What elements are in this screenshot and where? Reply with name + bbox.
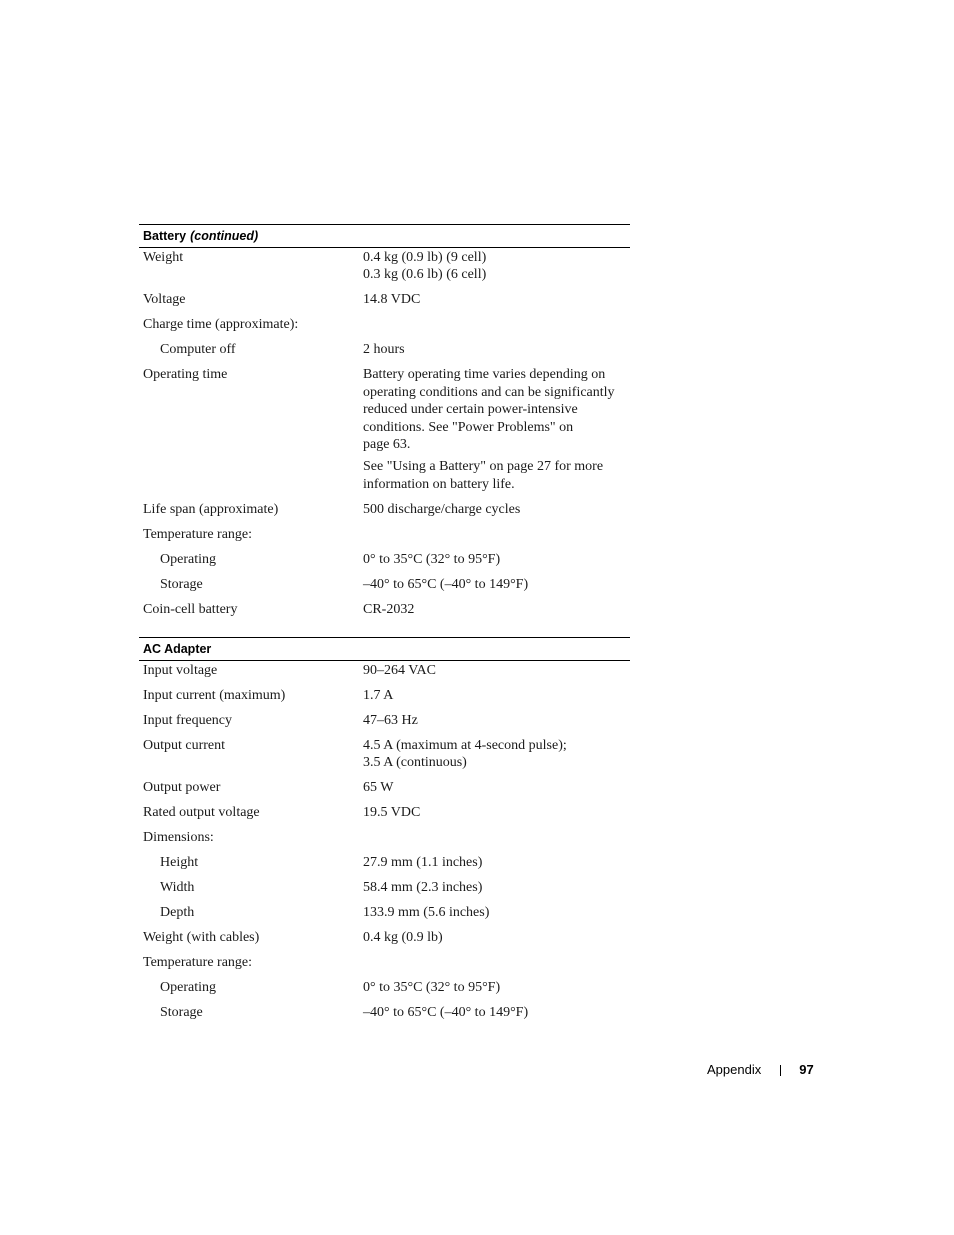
ac-adapter-section-header	[139, 637, 630, 661]
spec-row-charge-time	[139, 316, 630, 333]
spec-value-line: Battery operating time varies depending on	[363, 367, 606, 383]
spec-row-storage	[139, 1004, 630, 1021]
spec-row-depth	[139, 904, 630, 921]
spec-row-output-current	[139, 737, 630, 772]
spec-value: 14.8 VDC	[363, 292, 421, 308]
spec-label: Weight (with cables)	[143, 930, 260, 946]
spec-label: Input voltage	[143, 663, 218, 678]
spec-row-operating-time	[139, 366, 630, 493]
spec-row-input-current	[139, 687, 630, 704]
spec-value-line: 3.5 A (continuous)	[363, 755, 467, 771]
spec-value-line: 0.3 kg (0.6 lb) (6 cell)	[363, 267, 487, 283]
spec-label: Computer off	[160, 342, 236, 358]
footer-separator	[780, 1065, 781, 1076]
spec-label: Rated output voltage	[143, 805, 260, 821]
page-number: 97	[799, 1062, 814, 1077]
spec-row-weight	[139, 249, 630, 284]
spec-label: Operating	[160, 980, 216, 996]
spec-row-operating	[139, 551, 630, 568]
spec-label: Temperature range:	[143, 526, 253, 542]
spec-value: 500 discharge/charge cycles	[363, 501, 521, 517]
spec-row-input-frequency	[139, 712, 630, 729]
spec-row-output-power	[139, 779, 630, 796]
spec-value	[363, 954, 630, 971]
spec-value: 58.4 mm (2.3 inches)	[363, 880, 483, 896]
spec-row-temperature-range	[139, 526, 630, 543]
spec-label: Output current	[143, 738, 226, 753]
footer-section-name: Appendix	[707, 1062, 762, 1077]
ac-adapter-spec-table	[139, 637, 630, 1029]
spec-row-coin-cell-battery	[139, 601, 630, 618]
spec-label: Operating	[160, 551, 216, 567]
spec-label: Weight	[143, 250, 184, 265]
spec-label: Life span (approximate)	[143, 501, 279, 517]
spec-value: 27.9 mm (1.1 inches)	[363, 855, 483, 871]
spec-row-voltage	[139, 291, 630, 308]
spec-row-weight-with-cables	[139, 929, 630, 946]
spec-value-line: 0.4 kg (0.9 lb) (9 cell)	[363, 250, 487, 265]
spec-row-rated-output-voltage	[139, 804, 630, 821]
spec-value-line: See "Using a Battery" on page 27 for more	[363, 459, 604, 475]
spec-label: Operating time	[143, 367, 228, 383]
ac-adapter-rows	[139, 661, 630, 1022]
spec-value: –40° to 65°C (–40° to 149°F)	[363, 1005, 529, 1021]
spec-label: Input current (maximum)	[143, 688, 286, 703]
spec-value: 0° to 35°C (32° to 95°F)	[363, 980, 501, 996]
spec-value: 90–264 VAC	[363, 663, 437, 678]
spec-value: 1.7 A	[363, 688, 394, 703]
spec-label: Height	[160, 855, 199, 871]
spec-value: 47–63 Hz	[363, 713, 418, 728]
page-footer	[700, 1060, 820, 1080]
spec-row-operating	[139, 979, 630, 996]
spec-label: Storage	[160, 1005, 203, 1021]
battery-spec-table	[139, 224, 630, 626]
spec-row-height	[139, 854, 630, 871]
spec-value: 0° to 35°C (32° to 95°F)	[363, 551, 501, 567]
spec-row-width	[139, 879, 630, 896]
spec-row-dimensions	[139, 829, 630, 846]
battery-rows	[139, 248, 630, 618]
spec-label: Width	[160, 880, 195, 896]
spec-value	[363, 526, 630, 543]
battery-continued-label: (continued)	[190, 229, 259, 243]
spec-label: Charge time (approximate):	[143, 317, 299, 333]
spec-row-life-span	[139, 501, 630, 518]
spec-value-line: reduced under certain power-intensive	[363, 402, 578, 418]
spec-value-line: page 63.	[363, 437, 411, 453]
spec-label: Voltage	[143, 292, 186, 308]
spec-value	[363, 829, 630, 846]
spec-value-line: 4.5 A (maximum at 4-second pulse);	[363, 738, 567, 753]
spec-label: Depth	[160, 905, 195, 921]
spec-label: Temperature range:	[143, 955, 253, 971]
spec-value	[363, 249, 630, 284]
spec-value: –40° to 65°C (–40° to 149°F)	[363, 576, 529, 592]
spec-label: Output power	[143, 780, 221, 796]
spec-label: Input frequency	[143, 713, 233, 728]
spec-label: Dimensions:	[143, 830, 214, 846]
spec-value: CR-2032	[363, 601, 415, 617]
spec-value: 65 W	[363, 780, 394, 796]
spec-label: Coin-cell battery	[143, 601, 238, 617]
spec-row-storage	[139, 576, 630, 593]
spec-value-line: information on battery life.	[363, 476, 515, 492]
battery-section-header	[139, 224, 630, 248]
battery-section-title: Battery	[143, 229, 187, 243]
spec-value: 2 hours	[363, 342, 405, 358]
spec-value	[363, 366, 630, 493]
spec-label: Storage	[160, 576, 203, 592]
spec-value	[363, 737, 630, 772]
spec-value-paragraph	[363, 366, 628, 453]
spec-row-input-voltage	[139, 662, 630, 679]
spec-value-paragraph	[363, 458, 628, 493]
spec-value: 19.5 VDC	[363, 805, 421, 821]
spec-row-temperature-range	[139, 954, 630, 971]
spec-value	[363, 316, 630, 333]
spec-row-computer-off	[139, 341, 630, 358]
spec-value-line: operating conditions and can be significantly	[363, 384, 615, 400]
ac-adapter-section-title: AC Adapter	[143, 642, 212, 656]
spec-value: 0.4 kg (0.9 lb)	[363, 930, 443, 946]
spec-value: 133.9 mm (5.6 inches)	[363, 905, 490, 921]
spec-value-line: conditions. See "Power Problems" on	[363, 419, 574, 435]
